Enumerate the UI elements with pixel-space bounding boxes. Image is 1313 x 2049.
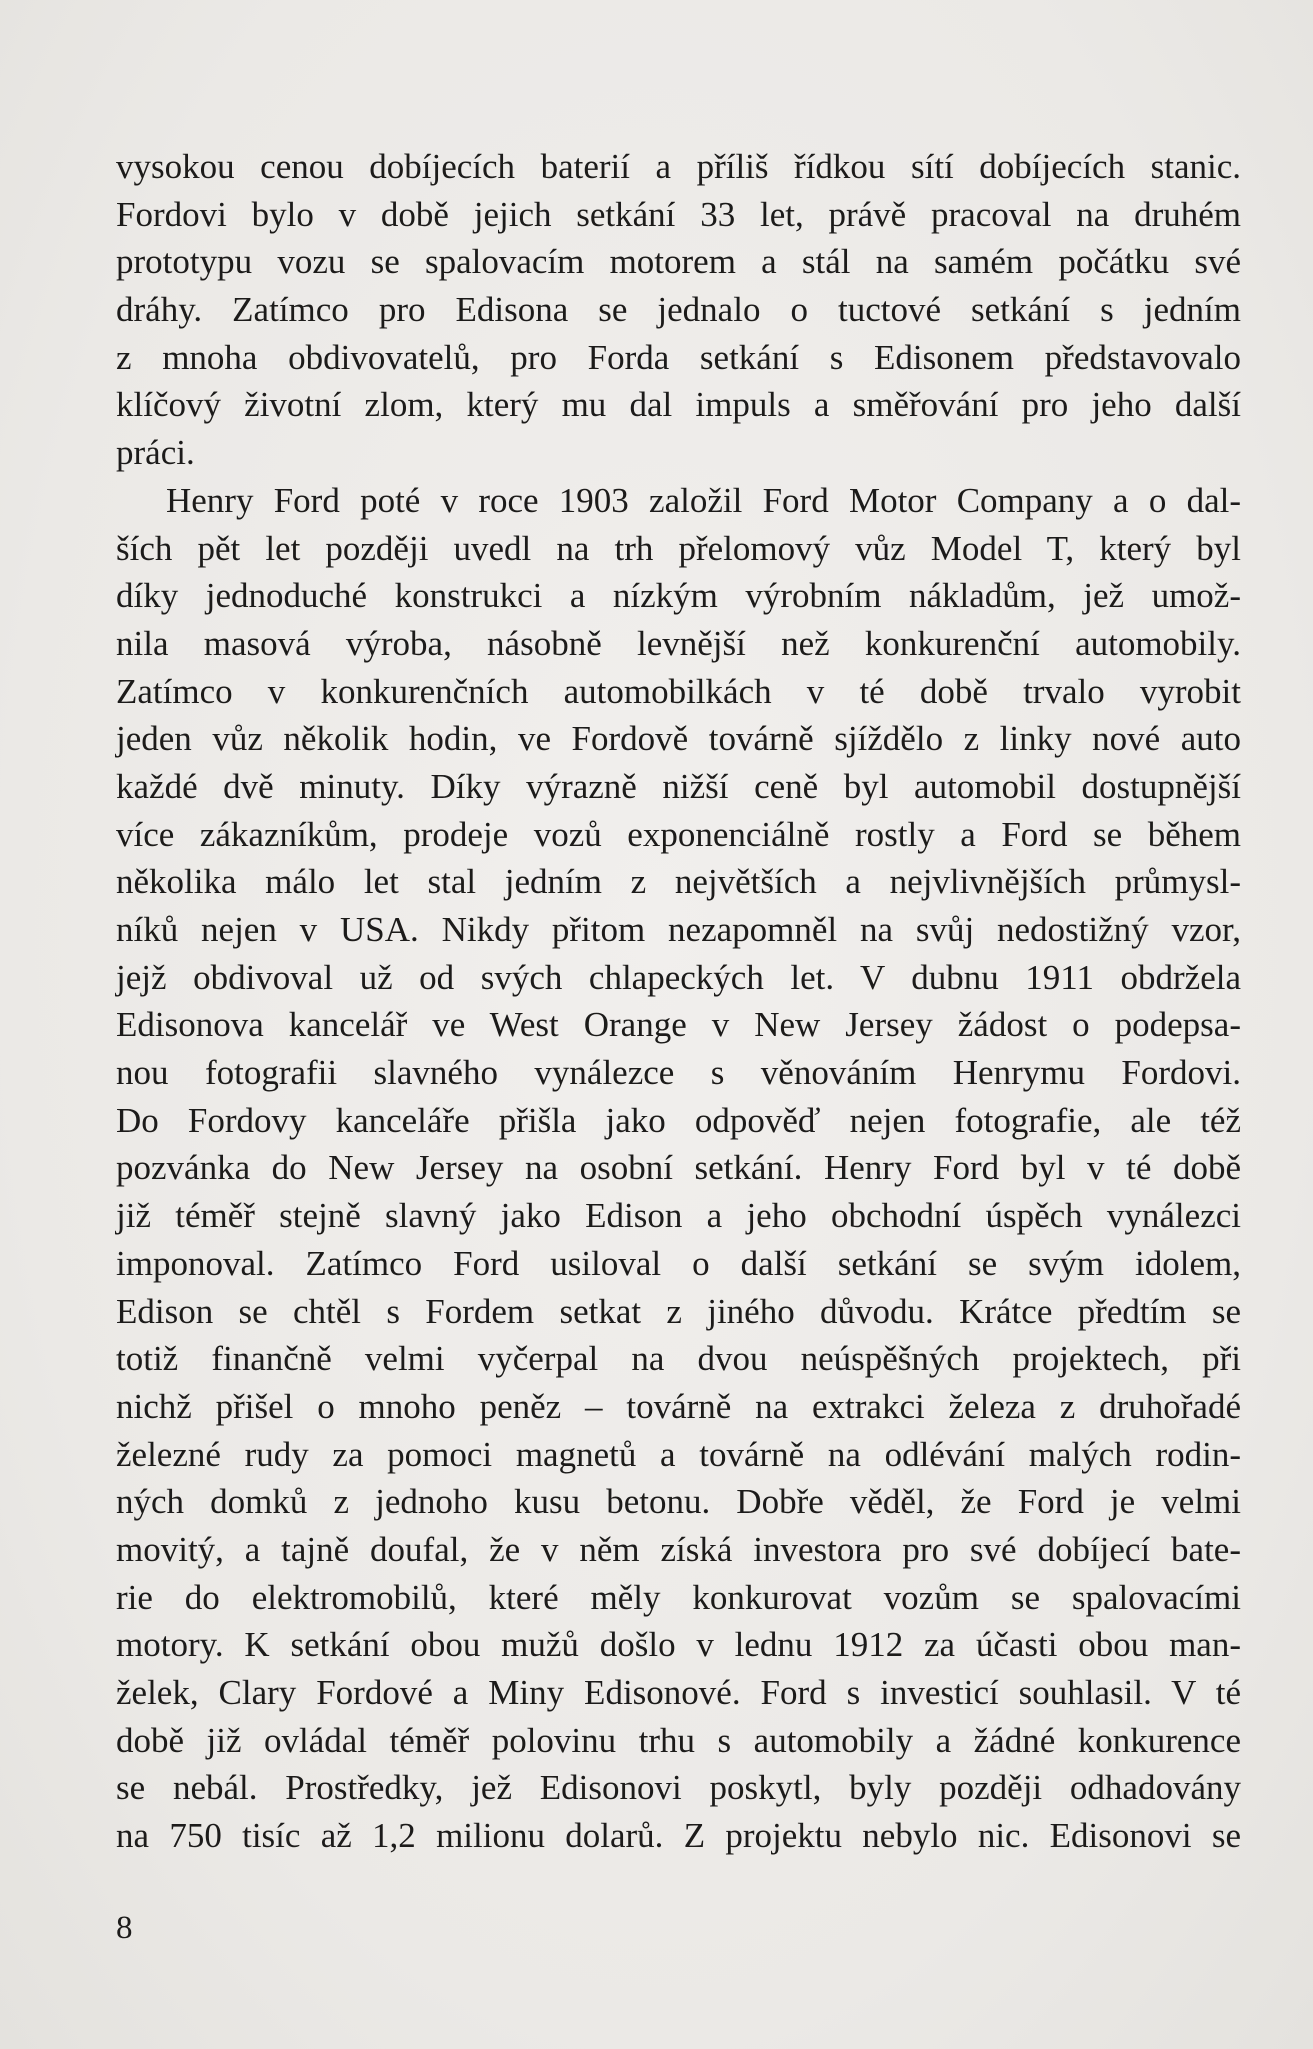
text-line: nichž přišel o mnoho peněz – továrně na extrakci železa z druhořadé [116,1386,1241,1426]
text-line: se nebál. Prostředky, jež Edisonovi poskytl, byly později odhadovány [116,1768,1241,1808]
text-line: z mnoha obdivovatelů, pro Forda setkání s Edisonem představovalo [116,337,1241,377]
paragraph-2 [116,477,1241,1860]
text-line: každé dvě minuty. Díky výrazně nižší ceně byl automobil dostupnější [116,766,1241,806]
text-line: na 750 tisíc až 1,2 milionu dolarů. Z projektu nebylo nic. Edisonovi se [116,1816,1241,1856]
text-line: vysokou cenou dobíjecích baterií a příliš řídkou sítí dobíjecích stanic. [116,147,1241,186]
text-line: době již ovládal téměř polovinu trhu s automobily a žádné konkurence [116,1720,1241,1760]
text-line: Zatímco v konkurenčních automobilkách v té době trvalo vyrobit [116,671,1241,711]
text-line: nila masová výroba, násobně levnější než konkurenční automobily. [116,623,1241,663]
text-line: níků nejen v USA. Nikdy přitom nezapomněl na svůj nedostižný vzor, [116,910,1241,949]
text-line: prototypu vozu se spalovacím motorem a stál na samém počátku své [116,242,1241,282]
text-line: práci. [116,433,195,473]
text-line: dráhy. Zatímco pro Edisona se jednalo o tuctové setkání s jedním [116,290,1241,330]
page-number: 8 [116,1910,133,1946]
text-line: jejž obdivoval už od svých chlapeckých let. V dubnu 1911 obdržela [116,957,1241,997]
paragraph-1 [116,143,1241,477]
text-line: nou fotografii slavného vynálezce s věnováním Henrymu Fordovi. [116,1053,1241,1093]
text-line: železné rudy za pomoci magnetů a továrně na odlévání malých rodin- [116,1434,1241,1474]
text-line: movitý, a tajně doufal, že v něm získá investora pro své dobíjecí bate- [116,1529,1241,1569]
text-line: již téměř stejně slavný jako Edison a jeho obchodní úspěch vynálezci [116,1196,1241,1236]
text-line: ších pět let později uvedl na trh přelomový vůz Model T, který byl [116,528,1241,568]
text-line: pozvánka do New Jersey na osobní setkání. Henry Ford byl v té době [116,1148,1241,1188]
text-line: ných domků z jednoho kusu betonu. Dobře věděl, že Ford je velmi [116,1482,1241,1522]
text-line: Edison se chtěl s Fordem setkat z jiného důvodu. Krátce předtím se [116,1291,1241,1331]
text-line: totiž finančně velmi vyčerpal na dvou neúspěšných projektech, při [116,1339,1241,1379]
text-line: rie do elektromobilů, které měly konkurovat vozům se spalovacími [116,1577,1241,1617]
text-line: Edisonova kancelář ve West Orange v New Jersey žádost o podepsa- [116,1005,1241,1045]
text-line: díky jednoduché konstrukci a nízkým výrobním nákladům, jež umož- [116,576,1241,616]
text-line: jeden vůz několik hodin, ve Fordově továrně sjíždělo z linky nové auto [116,719,1241,759]
text-line: klíčový životní zlom, který mu dal impuls a směřování pro jeho další [116,385,1241,425]
text-line: Do Fordovy kanceláře přišla jako odpověď nejen fotografie, ale též [116,1100,1241,1140]
text-line: želek, Clary Fordové a Miny Edisonové. Ford s investicí souhlasil. V té [116,1673,1241,1712]
body-text [116,143,1241,1860]
text-line: motory. K setkání obou mužů došlo v lednu 1912 za účasti obou man- [116,1625,1241,1665]
text-line: Fordovi bylo v době jejich setkání 33 let, právě pracoval na druhém [116,194,1241,234]
text-line: imponoval. Zatímco Ford usiloval o další setkání se svým idolem, [116,1243,1241,1283]
text-line: více zákazníkům, prodeje vozů exponenciálně rostly a Ford se během [116,814,1241,854]
text-line: několika málo let stal jedním z největších a nejvlivnějších průmysl- [116,862,1241,902]
text-line: Henry Ford poté v roce 1903 založil Ford Motor Company a o dal- [166,480,1241,520]
